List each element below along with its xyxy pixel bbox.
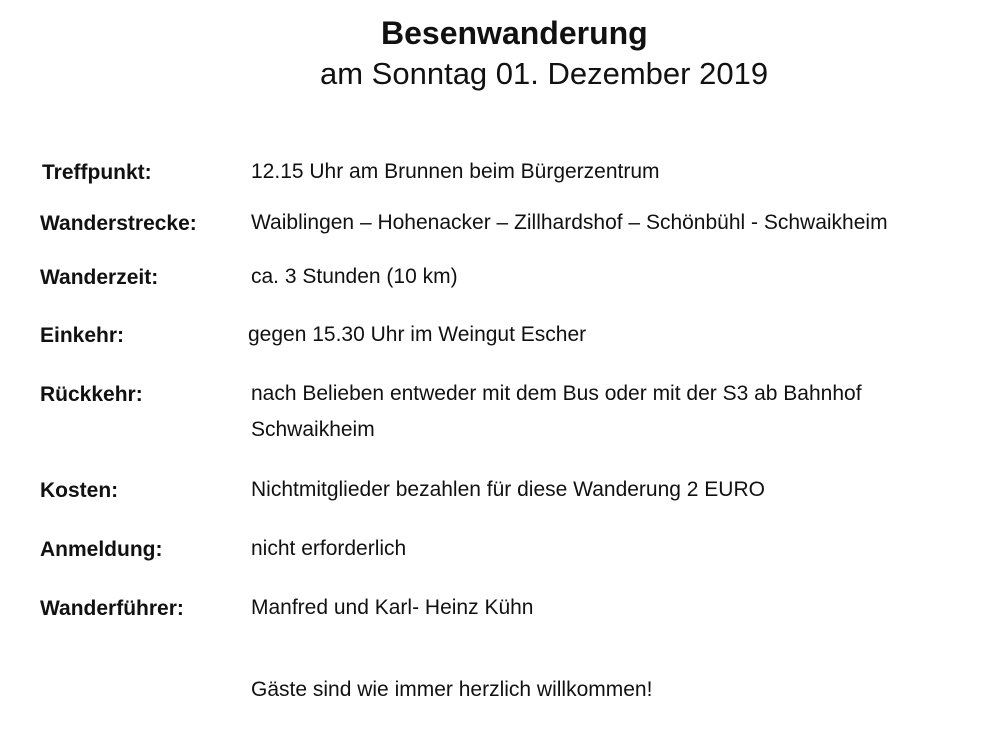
label-wanderzeit: Wanderzeit: — [40, 266, 159, 289]
value-kosten: Nichtmitglieder bezahlen für diese Wanderung 2 EURO — [251, 478, 765, 501]
page-title: Besenwanderung — [381, 15, 648, 51]
value-rueckkehr: nach Belieben entweder mit dem Bus oder mit der S3 ab Bahnhof Schwaikheim — [251, 382, 862, 441]
value-einkehr: gegen 15.30 Uhr im Weingut Escher — [248, 323, 587, 346]
label-einkehr: Einkehr: — [40, 324, 125, 347]
label-anmeldung: Anmeldung: — [40, 538, 163, 561]
value-wanderstrecke: Waiblingen – Hohenacker – Zillhardshof – Schönbühl - Schwaikheim — [251, 211, 888, 234]
label-rueckkehr: Rückkehr: — [40, 383, 143, 406]
closing-greeting: Gäste sind wie immer herzlich willkommen! — [251, 678, 653, 701]
value-wanderfuehrer: Manfred und Karl- Heinz Kühn — [251, 596, 534, 619]
value-wanderzeit: ca. 3 Stunden (10 km) — [251, 265, 458, 288]
value-anmeldung: nicht erforderlich — [251, 537, 407, 560]
event-date-subtitle: am Sonntag 01. Dezember 2019 — [320, 56, 769, 91]
label-wanderstrecke: Wanderstrecke: — [40, 212, 197, 235]
label-wanderfuehrer: Wanderführer: — [40, 597, 184, 620]
label-kosten: Kosten: — [40, 479, 119, 502]
label-treffpunkt: Treffpunkt: — [42, 161, 152, 184]
value-treffpunkt: 12.15 Uhr am Brunnen beim Bürgerzentrum — [251, 160, 660, 183]
